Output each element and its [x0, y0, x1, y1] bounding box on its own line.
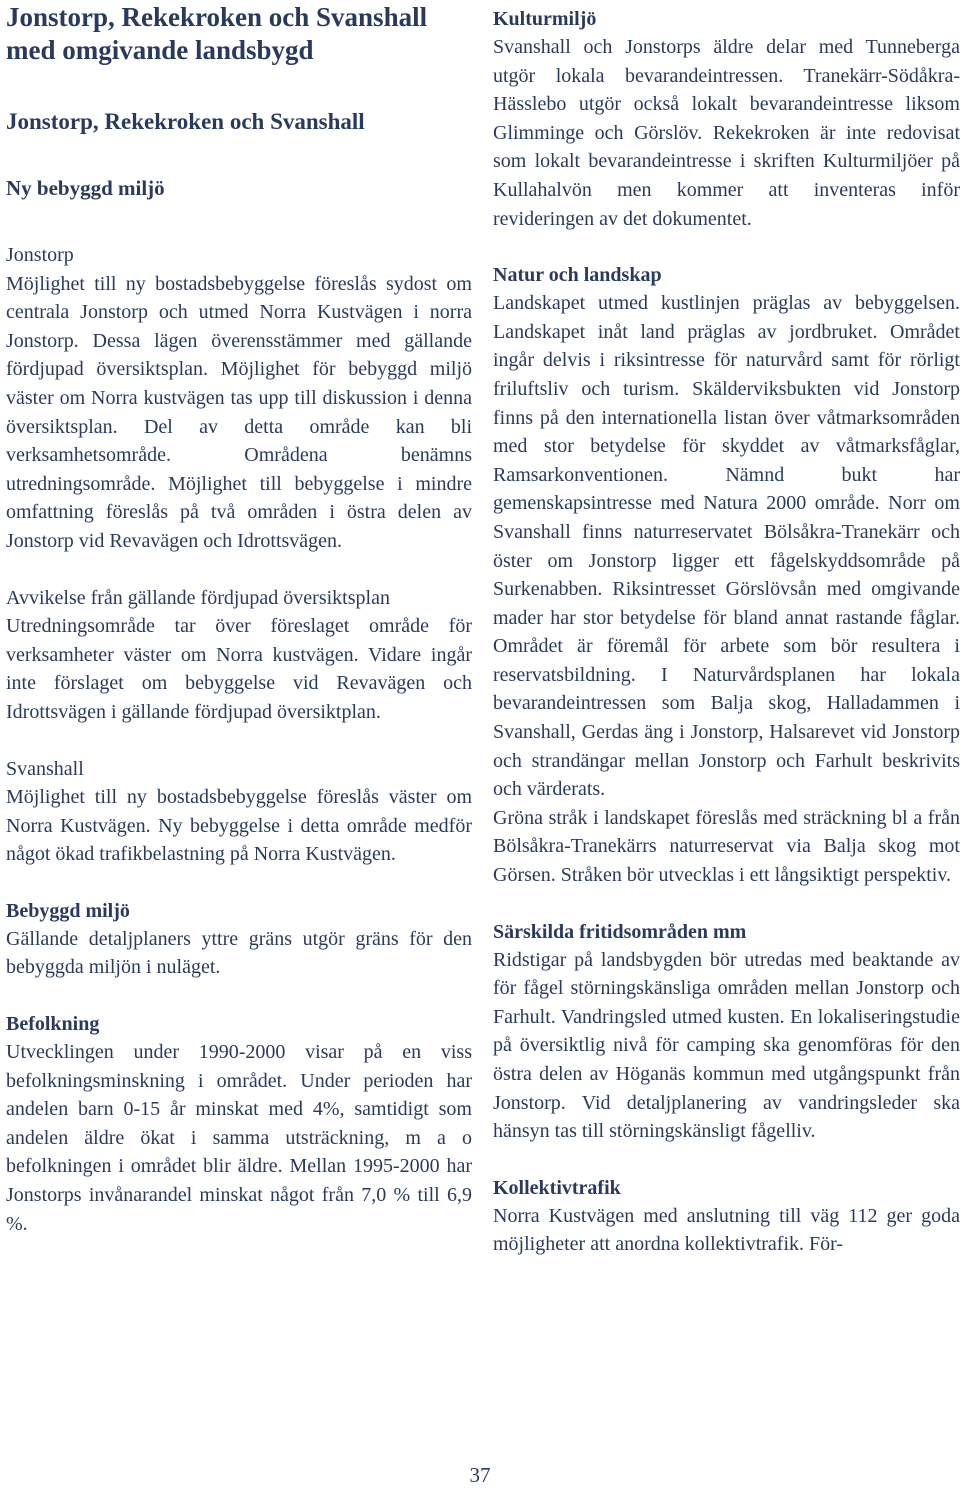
befolkning-heading: Befolkning: [6, 1013, 100, 1036]
befolkning-text: Utvecklingen under 1990-2000 visar på en viss befolkningsminskning i området. Under perioden har andelen barn 0-15 år minskat med 4%, samtidigt som andelen äldre ökat i samma utsträckning, m a o befolkningen i området blir äldre. Mellan 1995-2000 har Jonstorps invånarandel minskat något från 7,0 % till 6,9 %.: [6, 1041, 472, 1235]
section-bebyggd-miljo: [6, 897, 472, 982]
jonstorp-heading: Jonstorp: [6, 244, 74, 266]
natur-text-2: Gröna stråk i landskapet föreslås med sträckning bl a från Bölsåkra-Tranekärrs naturreservat via Balja skog mot Görsen. Stråken bör utvecklas i ett långsiktigt perspektiv.: [493, 806, 960, 887]
section-kollektivtrafik: [493, 1174, 960, 1259]
main-title: Jonstorp, Rekekroken och Svanshall med omgivande landsbygd: [6, 2, 428, 65]
kulturmiljo-heading: Kulturmiljö: [493, 8, 597, 30]
kollektiv-text: Norra Kustvägen med anslutning till väg 112 ger goda möjligheter att anordna kollektivtrafik. För-: [493, 1204, 960, 1256]
avvikelse-heading: Avvikelse från gällande fördjupad översiktsplan: [6, 586, 390, 609]
fritid-text: Ridstigar på landsbygden bör utredas med beaktande av för fågel störningskänsliga områden mellan Jonstorp och Farhult. Vandringsled utmed kusten. En lokaliseringstudie på översiktlig nivå för camping ska genomföras för den östra delen av Höganäs kommun med utgångspunkt från Jonstorp. Vid detaljplanering av vandringsleder ska hänsyn tas till störningskänsligt fågelliv.: [493, 948, 960, 1143]
natur-heading: Natur och landskap: [493, 264, 662, 287]
section-svanshall: [6, 755, 472, 869]
bebyggd-text: Gällande detaljplaners yttre gräns utgör gräns för den bebyggda miljön i nuläget.: [6, 927, 472, 979]
right-column: [493, 0, 960, 1259]
svanshall-text: Möjlighet till ny bostadsbebyggelse föreslås väster om Norra Kustvägen. Ny bebyggelse i detta område medför något ökad trafikbelastning på Norra Kustvägen.: [6, 786, 472, 866]
section-kulturmiljo: [493, 5, 960, 233]
section-natur: [493, 261, 960, 889]
section-jonstorp: [6, 241, 472, 556]
kulturmiljo-text: Svanshall och Jonstorps äldre delar med Tunneberga utgör lokala bevarandeintressen. Tranekärr-Södåkra-Hässlebo utgör också lokalt bevarandeintresse liksom Glimminge och Görslöv. Rekekroken är inte redovisat som lokalt bevarandeintresse i skriften Kulturmiljöer på Kullahalvön men kommer att inventeras inför revideringen av det dokumentet.: [493, 36, 960, 230]
section-avvikelse: [6, 584, 472, 727]
bebyggd-heading: Bebyggd miljö: [6, 899, 130, 922]
section-befolkning: [6, 1010, 472, 1238]
natur-text: Landskapet utmed kustlinjen präglas av bebyggelsen. Landskapet inåt land präglas av jordbruket. Området ingår delvis i riksintresse för naturvård samt för rörligt friluftsliv och turism. Skälderviksbukten vid Jonstorp finns på den internationella listan över våtmarksområden med stor betydelse för skyddet av våtmarksfåglar, Ramsarkonventionen. Nämnd bukt har gemenskapsintresse med Natura 2000 område. Norr om Svanshall finns naturreservatet Bölsåkra-Tranekärr och öster om Jonstorp ligger ett fågelskyddsområde på Surkenabben. Riksintresset Görslövsån med omgivande mader har stor betydelse för bland annat rastande fåglar. Området är föremål för arbete som bör resultera i reservatsbildning. I Naturvårdsplanen har lokala bevarandeintressen som Balja skog, Halladammen i Svanshall, Gerdas äng i Jonstorp, Halsarevet vid Jonstorp och strandängar mellan Jonstorp och Farhult beskrivits och värderats.: [493, 292, 960, 801]
section-title: Ny bebyggd miljö: [6, 176, 165, 200]
fritid-heading: Särskilda fritidsområden mm: [493, 920, 747, 943]
avvikelse-text: Utredningsområde tar över föreslaget område för verksamheter väster om Norra kustvägen. Vidare ingår inte förslaget om bebyggelse vid Revavägen och Idrottsvägen i gällande fördjupad översiktplan.: [6, 615, 472, 723]
section-fritid: [493, 918, 960, 1146]
jonstorp-text: Möjlighet till ny bostadsbebyggelse föreslås sydost om centrala Jonstorp och utmed Norra Kustvägen i norra Jonstorp. Dessa lägen överensstämmer med gällande fördjupad översiktsplan. Möjlighet för bebyggd miljö väster om Norra kustvägen tas upp till diskussion i denna översiktsplan. Del av detta område kan bli verksamhetsområde. Områdena benämns utredningsområde. Möjlighet till bebyggelse i mindre omfattning föreslås på två områden i östra delen av Jonstorp vid Revavägen och Idrottsvägen.: [6, 272, 472, 552]
svanshall-heading: Svanshall: [6, 757, 84, 780]
kollektiv-heading: Kollektivtrafik: [493, 1176, 621, 1199]
page-number: 37: [469, 1463, 491, 1487]
left-column: [6, 0, 472, 1238]
sub-title: Jonstorp, Rekekroken och Svanshall: [6, 109, 365, 134]
